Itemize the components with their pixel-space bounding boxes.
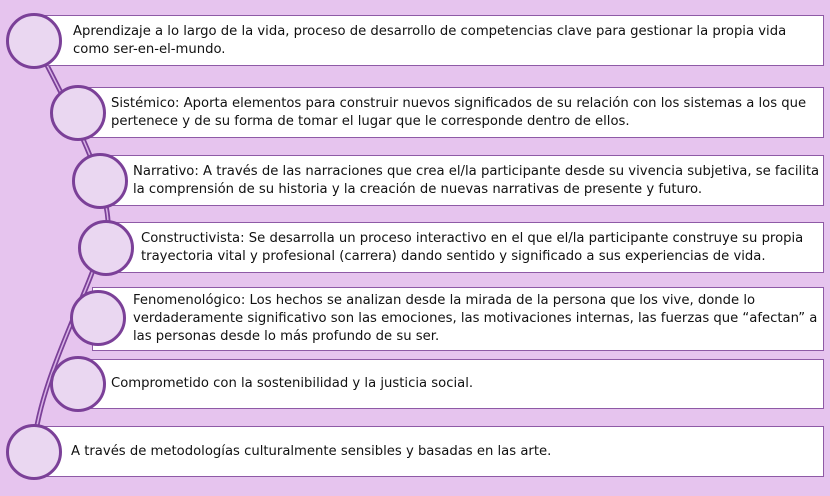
circle-bullet <box>78 220 134 276</box>
list-item <box>102 222 824 273</box>
list-item <box>92 287 824 351</box>
list-item <box>26 15 824 66</box>
circle-bullet <box>72 153 128 209</box>
item-text: Fenomenológico: Los hechos se analizan desde la mirada de la persona que los vive, donde lo verdaderamente significativo son las emociones, las motivaciones internas, las fuerzas que “afectan” a las personas desde lo más profundo de su ser. <box>133 293 818 344</box>
item-text: Sistémico: Aporta elementos para construir nuevos significados de su relación con los sistemas a los que pertenece y de su forma de tomar el lugar que le corresponde dentro de ellos. <box>111 95 807 129</box>
circle-bullet <box>6 13 62 69</box>
item-text: Aprendizaje a lo largo de la vida, proceso de desarrollo de competencias clave para gestionar la propia vida como ser-en-el-mundo. <box>73 23 787 57</box>
list-item <box>94 155 824 206</box>
circle-bullet <box>70 290 126 346</box>
item-text: A través de metodologías culturalmente sensibles y basadas en las arte. <box>71 443 552 459</box>
circle-bullet <box>6 424 62 480</box>
list-item <box>72 87 824 138</box>
item-text: Narrativo: A través de las narraciones que crea el/la participante desde su vivencia subjetiva, se facilita la comprensión de su historia y la creación de nuevas narrativas de presente y futuro. <box>133 163 820 197</box>
list-item <box>28 426 824 477</box>
item-text: Constructivista: Se desarrolla un proceso interactivo en el que el/la participante construye su propia trayectoria vital y profesional (carrera) dando sentido y significado a sus experiencias de vida. <box>141 230 804 264</box>
circle-bullet <box>50 85 106 141</box>
circle-bullet <box>50 356 106 412</box>
list-item <box>72 359 824 409</box>
item-text: Comprometido con la sostenibilidad y la justicia social. <box>111 376 474 391</box>
